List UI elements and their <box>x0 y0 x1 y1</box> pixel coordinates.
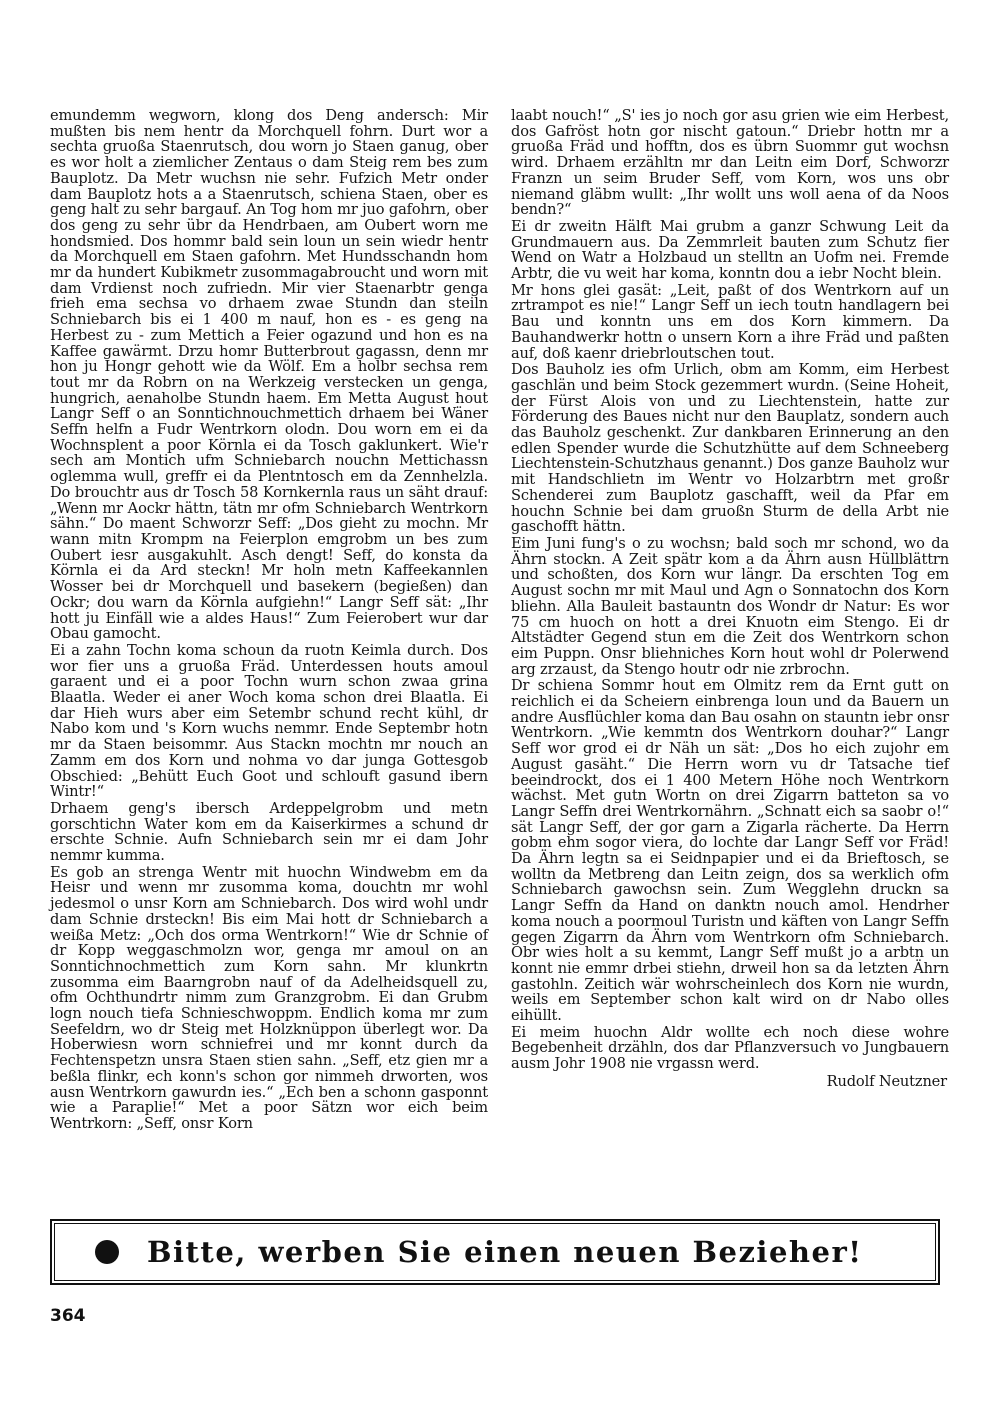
right-paragraph-3: Mr hons glei gasät: „Leit, paßt of dos Wentrkorn auf un zrtrampot es nie!“ Langr Seff un iech toutn handlagern bei Bau und konntn uns em dos Korn kimmern. Da Bauhandwerkr hottn o unsern Korn a ihre Fräd und paßten auf, doß kaenr driebrloutschen tout. <box>511 281 949 362</box>
right-column <box>511 108 949 1090</box>
page-number: 364 <box>50 1306 86 1326</box>
right-paragraph-1: laabt nouch!“ „S' ies jo noch gor asu grien wie eim Herbest, dos Gafröst hotn gor nischt gatoun.“ Driebr hottn mr a gruoßa Fräd und hofftn, dos es übrn Suommr gut wochsn wird. Drhaem erzähltn mr dan Leitn eim Dorf, Schworzr Franzn un seim Bruder Seff, vom Korn, wos uns obr niemand gläbm wullt: „Ihr wollt uns woll aena of da Noos bendn?“ <box>511 107 949 219</box>
advert-banner <box>54 1223 936 1281</box>
left-paragraph-1: emundemm wegworn, klong dos Deng andersch: Mir mußten bis nem hentr da Morchquell fohrn. Durt wor a sechta gruoßa Staenrutsch, dou worn jo Staen ganug, ober es wor holt a ziemlicher Zentaus o dam Steig rem bes zum Bauplotz. Da Metr wuchsn nie sehr. Fufzich Metr onder dam Bauplotz hots a a Staenrutsch, schiena Staen, ober es geng halt zu sehr bargauf. An Tog hom mr juo gafohrn, ober dos geng zu sehr übr da Hendrbaen, am Oubert worn me hondsmied. Dos hommr bald sein loun un sein wiedr hentr da Morchquell em Staen gafohrn. Met Hundsschandn hom mr da hundert Kubikmetr zusommagabroucht und worn mit dam Vrdienst noch zufriedn. Mir vier Staenarbtr genga frieh ema sechsa vo drhaem zwae Stundn dan steiln Schniebarch bis ei 1 400 m nauf, hon es - es geng na Herbest zu - zum Mettich a Feier ogazund und hon es na Kaffee gawärmt. Drzu homr Butterbrout gagassn, denn mr hon ju Hongr gehott wie da Wölf. Em a holbr sechsa rem tout mr da Robrn on na Werkzeig verstecken un genga, hungrich, aenaholbe Stundn haem. Em Metta August hout Langr Seff o an Sonntichnouchmettich drhaem bei Wäner Seffn helfn a Fudr Wentrkorn olodn. Dou worn em ei da Wochnsplent a poor Körnla ei da Tosch gaklunkert. Wie'r sech am Montich ufm Schniebarch nouchn Mettichassn oglemma wull, greffr ei da Plentntosch em da Zennhelzla. Do brouchtr aus dr Tosch 58 Kornkernla raus un säht drauf: „Wenn mr Aockr hättn, tätn mr ofm Schniebarch Wentrkorn sähn.“ Do maent Schworzr Seff: „Dos gieht zu mochn. Mr wann mitn Krompm na Feierplon emgrobm un bes zum Oubert iesr ausgakuhlt. Asch dengt! Seff, do konsta da Körnla ei da Ard steckn! Mr holn metn Kaffeekannlen Wosser bei dr Morchquell und basekern (begießen) dan Ockr; dou warn da Körnla aufgiehn!“ Langr Seff sät: „Ihr hott ju Einfäll wie a aldes Haus!“ Zum Feierobert wur dar Obau gamocht. <box>50 107 488 643</box>
left-paragraph-2: Ei a zahn Tochn koma schoun da ruotn Keimla durch. Dos wor fier uns a gruoßa Fräd. Unterdessen houts amoul garaent und ei a poor Tochn wurn schon zwaa grina Blaatla. Weder ei aner Woch koma schon drei Blaatla. Ei dar Hieh wurs aber eim Setembr schund recht kühl, dr Nabo kom und 's Korn wuchs nemmr. Ende Septembr hotn mr da Staen beisommr. Aus Stackn mochtn mr nouch an Zamm em dos Korn und nohma vo dar junga Gottesgob Obschied: „Behütt Euch Goot und schlouft gasund ibern Wintr!“ <box>50 641 488 801</box>
author-signature: Rudolf Neutzner <box>826 1072 947 1090</box>
right-paragraph-6: Dr schiena Sommr hout em Olmitz rem da Ernt gutt on reichlich ei da Scheiern einbrenga loun und da Bauern un andre Ausflüchler koma dan Bau osahn on stauntn iebr onsr Wentrkorn. „Wie kemmtn dos Wentrkorn douhar?“ Langr Seff wor grod ei dr Näh un sät: „Dos ho eich zujohr em August gasäht.“ Die Herrn worn vu dr Tatsache tief beeindrockt, dos ei 1 400 Metern Höhe noch Wentrkorn wächst. Met gutn Wortn on drei Zigarrn batteton sa vo Langr Seffn drei Wentrkornährn. „Schnatt eich sa saobr o!“ sät Langr Seff, der gor garn a Zigarla rächerte. Da Herrn gobm ehm sogor viera, do lochte dar Langr Seff vor Fräd! Da Ährn legtn sa ei Seidnpapier und ei da Brieftosch, se wolltn da Metbreng dan Leitn zeign, dos sa werklich ofm Schniebarch gawochsn sein. Zum Wegglehn druckn sa Langr Seffn da Hand on danktn nouch amol. Hendrher koma nouch a poormoul Turistn und käften von Langr Seffn gegen Zigarrn da Ährn vom Wentrkorn ofm Schniebarch. Obr wies holt a su kemmt, Langr Seff mußt jo a arbtn un konnt nie emmr drbei stiehn, drweil hon sa da letzten Ährn gastohln. Zeitich wär wohrscheinlech dos Korn nie wurdn, weils em September schon kalt wird on dr Nabo olles eihüllt. <box>511 677 949 1025</box>
right-paragraph-2: Ei dr zweitn Hälft Mai grubm a ganzr Schwung Leit da Grundmauern aus. Da Zemmrleit bauten zum Schutz fier Wend on Watr a Holzbaud un stelltn an Uofm nei. Fremde Arbtr, die vu weit har koma, konntn dou a iebr Nocht blein. <box>511 217 949 283</box>
bullet-icon <box>95 1240 119 1264</box>
advert-banner-text: Bitte, werben Sie einen neuen Bezieher! <box>147 1235 863 1269</box>
right-paragraph-7: Ei meim huochn Aldr wollte ech noch diese wohre Begebenheit drzähln, dos dar Pflanzversuch vo Jungbauern ausm Johr 1908 nie vrgassn werd. <box>511 1023 949 1073</box>
left-paragraph-4: Es gob an strenga Wentr mit huochn Windwebm em da Heisr und wenn mr zusomma koma, douchtn mr wohl jedesmol o unsr Korn am Schniebarch. Dos wird wohl undr dam Schnie drsteckn! Bis eim Mai hott dr Schniebarch a weißa Metz: „Och dos orma Wentrkorn!“ Wie dr Schnie of dr Kopp weggaschmolzn wor, genga mr amoul on an Sonntichnochmettich zum Korn sahn. Mr klunkrtn zusomma eim Baarngrobn nauf of da Adelheidsquell zu, ofm Ochthundrtr nimm zum Granzgrobm. Ei dan Grubm logn nouch tiefa Schnieschwoppm. Endlich koma mr zum Seefeldrn, wo dr Steig met Holzknüppon überlegt wor. Da Hoberwiesn worn schniefrei und mr konnt durch da Fechtenspetzn unsra Staen stien sahn. „Seff, etz gien mr a beßla flinkr, ech konn's schon gor nimmeh drworten, wos ausn Wentrkorn gawurdn ies.“ „Ech ben a schonn gasponnt wie a Paraplie!“ Met a poor Sätzn wor eich beim Wentrkorn: „Seff, onsr Korn <box>50 863 488 1132</box>
left-column <box>50 108 488 1133</box>
right-paragraph-4: Dos Bauholz ies ofm Urlich, obm am Komm, eim Herbest gaschlän und beim Stock gezemmert wurdn. (Seine Hoheit, der Fürst Alois von und zu Liechtenstein, hatte zur Förderung des Baues nicht nur den Bauplatz, sondern auch das Bauholz geschenkt. Zur dankbaren Erinnerung an den edlen Spender wurde die Schutzhütte auf dem Schneeberg Liechtenstein-Schutzhaus genannt.) Dos ganze Bauholz wur mit Handschlietn im Wentr vo Holzarbtrn met großr Schenderei zum Bauplotz gaschafft, weil da Pfar em houchn Schnie bei dam gruoßn Sturm de della Arbt nie gaschofft hättn. <box>511 361 949 536</box>
left-paragraph-3: Drhaem geng's ibersch Ardeppelgrobm und metn gorschtichn Water kom em da Kaiserkirmes a schund dr erschte Schnie. Aufn Schniebarch sein mr ei dam Johr nemmr kumma. <box>50 799 488 865</box>
right-paragraph-5: Eim Juni fung's o zu wochsn; bald soch mr schond, wo da Ährn stockn. A Zeit spätr kom a da Ährn ausn Hüllblättrn und schoßten, dos Korn wur längr. Da erschten Tog em August sochn mr mit Maul und Agn o Sonnatochn dos Korn bliehn. Alla Bauleit bastauntn dos Wondr dr Natur: Es wor 75 cm huoch on hott a drei Knuotn eim Stengo. Ei dr Altstädter Gegend stun em die Zeit dos Wentrkorn schon eim Puppn. Onsr bliehniches Korn hout wohl dr Polerwend arg zrzaust, da Stengo houtr odr nie zrbrochn. <box>511 534 949 678</box>
